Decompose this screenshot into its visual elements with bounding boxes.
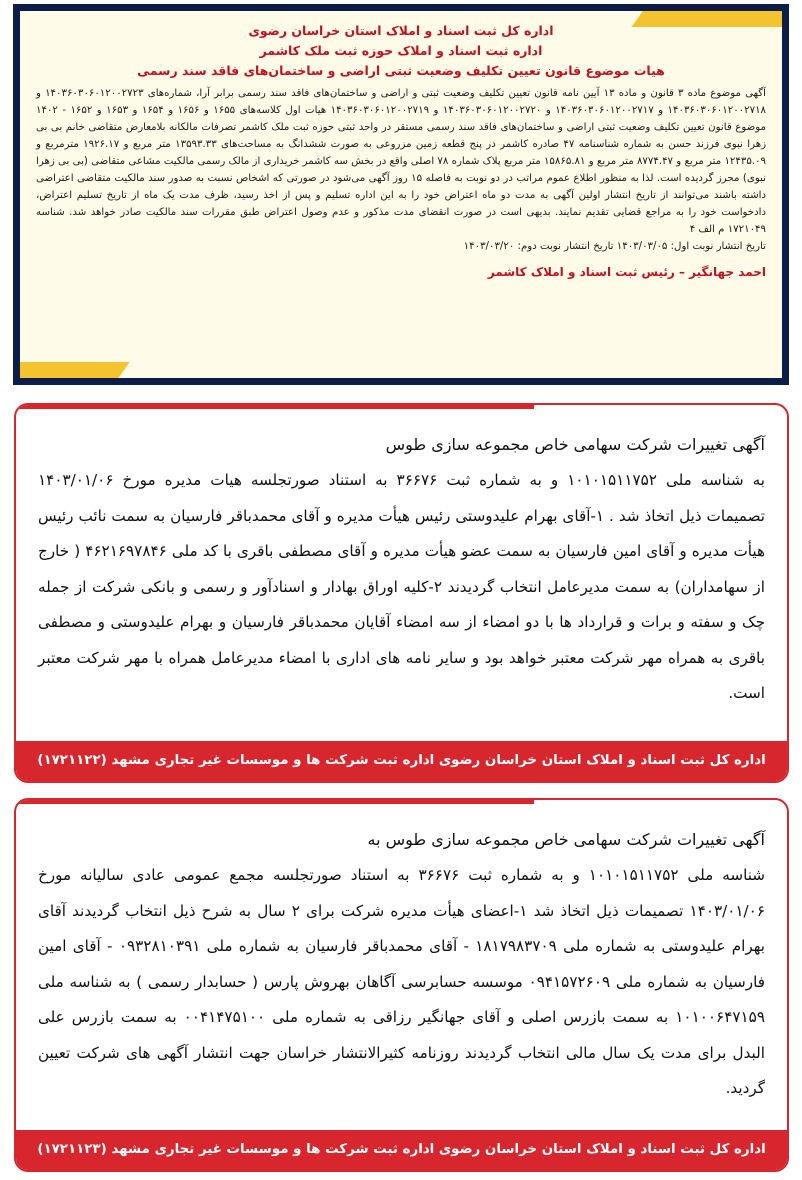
notice-footer: اداره کل ثبت اسناد و املاک استان خراسان رضوی اداره ثبت شرکت ها و موسسات غیر تجاری مشهد (۱۷۲۱۱۲۲) (16, 741, 787, 781)
notice-body: شناسه ملی ۱۰۱۰۱۵۱۱۷۵۲ و به شماره ثبت ۳۶۶۷۶ به استناد صورتجلسه مجمع عمومی عادی سالیانه مورخ ۱۴۰۳/۰۱/۰۶ تصمیمات ذیل اتخاذ شد ۱-اعضای هیأت مدیره شرکت برای ۲ سال به شرح ذیل انتخاب گردیدند آقای بهرام علیدوستی به شماره ملی ۱۸۱۷۹۸۳۷۰۹ - آقای محمدباقر فارسیان به شماره ملی ۰۹۳۲۸۱۰۳۹۱ - آقای امین فارسیان به شماره ملی ۰۹۴۱۵۷۲۶۰۹ موسسه حسابرسی آگاهان بهروش پارس ( حسابدار رسمی ) به شناسه ملی ۱۰۱۰۰۶۴۷۱۵۹ به سمت بازرس اصلی و آقای جهانگیر رزاقی به شماره ملی ۰۰۴۱۴۷۵۱۰۰ به سمت بازرس علی البدل برای مدت یک سال مالی انتخاب گردیدند روزنامه کثیرالانتشار خراسان جهت انتشار آگهی های شرکت تعیین گردید. (38, 866, 766, 1097)
notice-signature: احمد جهانگیر – رئیس ثبت اسناد و املاک کاشمر (487, 265, 766, 279)
notice-footer: اداره کل ثبت اسناد و املاک استان خراسان رضوی اداره ثبت شرکت ها و موسسات غیر تجاری مشهد (۱۷۲۱۱۲۳) (16, 1130, 787, 1170)
land-registry-notice (13, 4, 789, 385)
notice-body: آگهی موضوع ماده ۳ قانون و ماده ۱۳ آیین نامه قانون تعیین تکلیف وضعیت ثبتی و اراضی و ساختمان‌های فاقد سند رسمی برابر آرا، شماره‌های ۱۴۰۳۶۰۳۰۶۰۱۲۰۰۲۷۲۳ و ۱۴۰۳۶۰۳۰۶۰۱۲۰۰۲۷۱۸ و ۱۴۰۳۶۰۳۰۶۰۱۲۰۰۲۷۱۷ و ۱۴۰۳۶۰۳۰۶۰۱۲۰۰۲۷۲۰ و ۱۴۰۳۶۰۳۰۶۰۱۲۰۰۲۷۱۹ هیات اول کلاسه‌های ۱۶۵۵ و ۱۶۵۶ و ۱۶۵۴ و ۱۶۵۳ و ۱۶۵۲ - ۱۴۰۲ موضوع قانون تعیین تکلیف وضعیت ثبتی اراضی و ساختمان‌های فاقد سند رسمی مستقر در واحد ثبتی حوزه ثبت ملک کاشمر تصرفات مالکانه بلامعارض متقاضی خانم بی بی زهرا نبوی فرزند حسن به شماره شناسنامه ۴۷ صادره کاشمر در پنج قطعه زمین مزروعی به صورت ششدانگ به مساحت‌های ۱۳۵۹۳.۳۳ متر مربع و ۱۹۲۶.۱۷ مترمربع و ۱۲۴۳۵.۰۹ متر مربع و ۸۷۷۴.۴۷ متر مربع و ۱۵۸۶۵.۸۱ متر مربع پلاک شماره ۷۸ اصلی واقع در بخش سه کاشمر خریداری از مالک رسمی مالکیت مشاعی متقاضی (بی بی زهرا نبوی) محرز گردیده است. لذا به منظور اطلاع عموم مراتب در دو نوبت به فاصله ۱۵ روز آگهی می‌شود در صورتی که اشخاص نسبت به صدور سند مالکیت متقاضی اعتراضی داشته باشند می‌توانند از تاریخ انتشار اولین آگهی به مدت دو ماه اعتراض خود را به این اداره تسلیم و پس از اخذ رسید، ظرف مدت یک ماه از تاریخ تسلیم اعتراض، دادخواست خود را به مراجع قضایی تقدیم نمایند. بدیهی است در صورت انقضای مدت مذکور و عدم وصول اعتراض طبق مقررات سند مالکیت صادر خواهد شد. شناسه ۱۷۲۱۰۴۹ م الف ۴ (36, 88, 767, 235)
top-accent-bar (14, 403, 534, 409)
notice-heading-line3: هیات موضوع قانون تعیین تکلیف وضعیت ثبتی اراضی و ساختمان‌های فاقد سند رسمی (137, 63, 665, 78)
notice-heading-line1: اداره کل ثبت اسناد و املاک استان خراسان رضوی (248, 23, 554, 38)
land-registry-notice-panel (20, 11, 782, 378)
notice-content (16, 800, 787, 1107)
notice-heading-line2: اداره ثبت اسناد و املاک حوزه ثبت ملک کاشمر (259, 43, 543, 58)
notice-content (16, 405, 787, 712)
corner-decoration (20, 362, 130, 378)
company-changes-notice-board (14, 403, 789, 783)
notice-body: به شناسه ملی ۱۰۱۰۱۵۱۱۷۵۲ و به شماره ثبت ۳۶۶۷۶ به استناد صورتجلسه هیات مدیره مورخ ۱۴۰۳/۰۱/۰۶ تصمیمات ذیل اتخاذ شد . ۱-آقای بهرام علیدوستی رئیس هیأت مدیره و آقای محمدباقر فارسیان به سمت نائب رئیس هیأت مدیره و آقای امین فارسیان به سمت عضو هیأت مدیره و آقای مصطفی باقری با کد ملی ۴۶۲۱۶۹۷۸۴۶ ( خارج از سهامداران) به سمت مدیرعامل انتخاب گردیدند ۲-کلیه اوراق بهادار و اسنادآور و رسمی و بانکی شرکت از جمله چک و سفته و برات و قرارداد ها با دو امضاء از سه امضاء آقایان محمدباقر فارسیان و بهرام علیدوستی و مصطفی باقری به همراه مهر شرکت معتبر خواهد بود و سایر نامه های اداری با امضاء مدیرعامل همراه با مهر شرکت معتبر است. (38, 471, 766, 702)
notice-title: آگهی تغییرات شرکت سهامی خاص مجموعه سازی طوس به (367, 830, 765, 849)
notice-title: آگهی تغییرات شرکت سهامی خاص مجموعه سازی طوس (385, 435, 765, 454)
top-accent-bar (14, 798, 534, 804)
company-changes-notice-assembly (14, 798, 789, 1172)
publication-dates: تاریخ انتشار نوبت اول: ۱۴۰۳/۰۳/۰۵ تاریخ انتشار نوبت دوم: ۱۴۰۳/۰۳/۲۰ (463, 241, 766, 252)
corner-decoration (632, 11, 782, 27)
